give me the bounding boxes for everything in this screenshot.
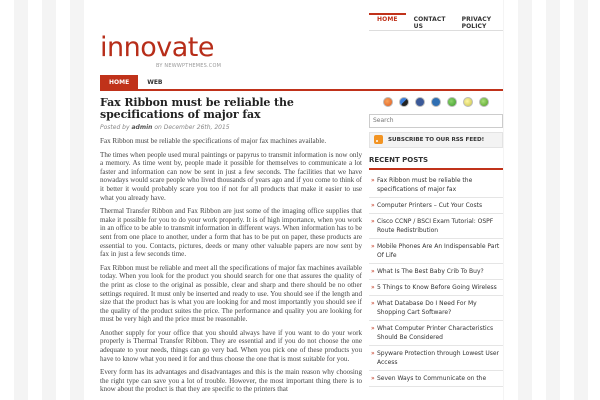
- recent-post-link[interactable]: » Mobile Phones Are An Indispensable Part Of Life: [369, 239, 503, 264]
- post-title[interactable]: Fax Ribbon must be reliable the specifications of major fax: [100, 96, 294, 121]
- recent-post-link[interactable]: » Fax Ribbon must be reliable the specifications of major fax: [369, 173, 503, 198]
- recent-posts-list: [369, 173, 503, 387]
- post-meta: [100, 124, 362, 131]
- top-nav-contact-us[interactable]: CONTACT US: [413, 16, 446, 30]
- main-nav-web[interactable]: WEB: [147, 79, 163, 86]
- site-logo[interactable]: innovate: [100, 32, 214, 63]
- recent-post-link[interactable]: » Spyware Protection through Lowest User Access: [369, 346, 503, 371]
- post-date-prefix: on: [154, 124, 162, 131]
- post-date: December 26th, 2015: [163, 124, 230, 131]
- post-paragraph: Thermal Transfer Ribbon and Fax Ribbon are just some of the imaging office supplies that make it possible for you to do your work properly. It is of high importance, when you work in an office to be able to transmit information in different ways. When information has to be sent from one place to another, under a form that has to be put on paper, these products are essential to you. Contacts, pictures, deeds or many other valuable papers are now sent by fax in just a few seconds time.: [100, 207, 362, 259]
- search-input[interactable]: [369, 114, 503, 128]
- top-nav-divider: [369, 30, 503, 31]
- stumbleupon-icon[interactable]: [383, 97, 393, 107]
- top-nav: [369, 13, 503, 29]
- recent-posts-title: RECENT POSTS: [369, 156, 503, 170]
- recent-post-link[interactable]: » Seven Ways to Communicate on the: [369, 371, 503, 387]
- post-paragraph: Fax Ribbon must be reliable the specifications of major fax machines available.: [100, 137, 327, 145]
- post-meta-prefix: Posted by: [100, 124, 130, 131]
- recent-post-link[interactable]: » 5 Things to Know Before Going Wireless: [369, 280, 503, 296]
- recent-post-link[interactable]: » What Is The Best Baby Crib To Buy?: [369, 264, 503, 280]
- rss-subscribe[interactable]: [369, 132, 503, 148]
- post-author[interactable]: admin: [131, 124, 153, 131]
- top-nav-privacy-policy[interactable]: PRIVACY POLICY: [461, 16, 492, 30]
- site-tagline: BY NEWWPTHEMES.COM: [156, 63, 222, 69]
- recent-post-link[interactable]: » Computer Printers – Cut Your Costs: [369, 198, 503, 214]
- post-paragraph: Fax Ribbon must be reliable and meet all the specifications of major fax machines available today. When you look for the product you should search for one that assures the quality of the print as close to the original as possible, clear and sharp and there should be no other settings required. It must only be inserted and ready to use. You should see if the length and size that the product has is what you are looking for and most importantly you should see if the quality of the product suites the price. The performance and quality you are looking for must be very high and the price must be reasonable.: [100, 263, 362, 324]
- sidebar: [369, 97, 503, 387]
- page-wrapper: [97, 0, 503, 400]
- facebook-icon[interactable]: [415, 97, 425, 107]
- recent-post-link[interactable]: » What Computer Printer Characteristics Should Be Considered: [369, 321, 503, 346]
- post-paragraph: Another supply for your office that you should always have if you want to do your work properly is Thermal Transfer Ribbon. They are essential and if you do not choose the one adequate to your needs, things can go very bad. When you pick one of these products you have to know what you need it for and thus choose the one that is most suitable for you.: [100, 328, 362, 363]
- social-icons: [369, 97, 503, 107]
- rss-label[interactable]: SUBSCRIBE TO OUR RSS FEED!: [388, 136, 485, 143]
- rss-icon: [374, 135, 383, 144]
- technorati-icon[interactable]: [447, 97, 457, 107]
- main-nav-home[interactable]: HOME: [100, 75, 138, 89]
- post: [100, 97, 362, 394]
- delicious-icon[interactable]: [399, 97, 409, 107]
- main-nav: [100, 75, 503, 91]
- post-paragraph: The times when people used mural paintings or papyrus to transmit information is now only a memory. As time went by, people made it possible for themselves to communicate a lot faster and information can now be sent in just a few seconds. The facilities that we have nowadays would scare people who lived thousands of years ago and if you come to think of it better it would probably scare you too if not for all products that make it easier to use what you already have.: [100, 150, 362, 202]
- recent-post-link[interactable]: » Cisco CCNP / BSCI Exam Tutorial: OSPF Route Redistribution: [369, 214, 503, 239]
- email-icon[interactable]: [463, 97, 473, 107]
- digg-icon[interactable]: [431, 97, 441, 107]
- post-paragraph: Every form has its advantages and disadvantages and this is the main reason why choosing the right type can save you a lot of trouble. However, the most important thing there is to know about the product is that they are specific to the printers that: [100, 368, 362, 394]
- add-icon[interactable]: [479, 97, 489, 107]
- recent-post-link[interactable]: » What Database Do I Need For My Shopping Cart Software?: [369, 296, 503, 321]
- top-nav-home[interactable]: HOME: [369, 13, 406, 29]
